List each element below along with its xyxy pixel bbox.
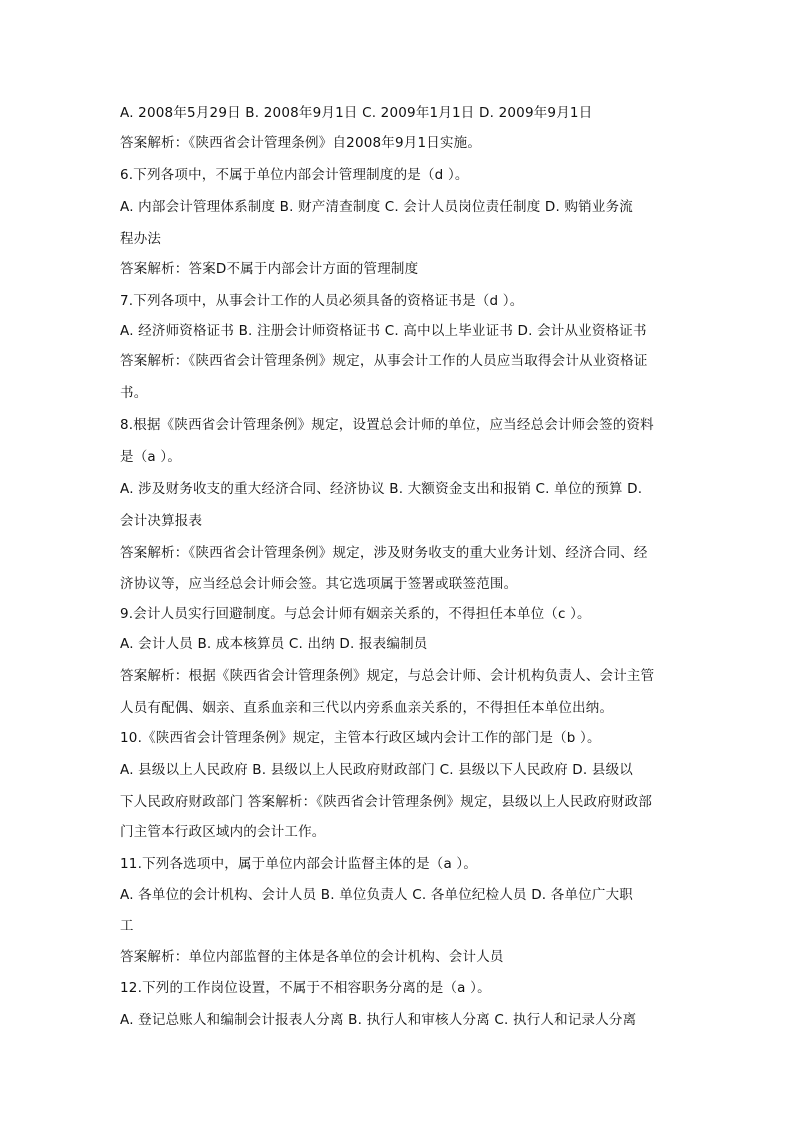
text-line: 7.下列各项中，从事会计工作的人员必须具备的资格证书是（d ）。 xyxy=(120,293,524,309)
text-line: 下人民政府财政部门 答案解析：《陕西省会计管理条例》规定，县级以上人民政府财政部 xyxy=(120,794,653,810)
text-line: 是（a ）。 xyxy=(120,449,182,465)
text-line: 答案解析：根据《陕西省会计管理条例》规定，与总会计师、会计机构负责人、会计主管 xyxy=(120,668,655,684)
text-line: 12.下列的工作岗位设置，不属于不相容职务分离的是（a ）。 xyxy=(120,980,491,996)
text-line: 工 xyxy=(120,918,134,934)
text-line: 9.会计人员实行回避制度。与总会计师有姻亲关系的，不得担任本单位（c ）。 xyxy=(120,606,591,622)
text-line: A. 各单位的会计机构、会计人员 B. 单位负责人 C. 各单位纪检人员 D. 各单位广大职 xyxy=(120,887,633,903)
text-line: 答案解析：《陕西省会计管理条例》自2008年9月1日实施。 xyxy=(120,135,482,151)
text-line: A. 县级以上人民政府 B. 县级以上人民政府财政部门 C. 县级以下人民政府 D. 县级以 xyxy=(120,762,633,778)
text-line: 人员有配偶、姻亲、直系血亲和三代以内旁系血亲关系的，不得担任本单位出纳。 xyxy=(120,700,614,716)
text-line: A. 经济师资格证书 B. 注册会计师资格证书 C. 高中以上毕业证书 D. 会计从业资格证书 xyxy=(120,323,647,339)
text-line: 门主管本行政区域内的会计工作。 xyxy=(120,824,326,840)
text-line: A. 登记总账人和编制会计报表人分离 B. 执行人和审核人分离 C. 执行人和记录人分离 xyxy=(120,1012,637,1028)
text-line: 程办法 xyxy=(120,231,162,247)
text-line: 答案解析：单位内部监督的主体是各单位的会计机构、会计人员 xyxy=(120,949,504,965)
text-line: A. 涉及财务收支的重大经济合同、经济协议 B. 大额资金支出和报销 C. 单位的预算 D. xyxy=(120,481,643,497)
text-line: 答案解析：《陕西省会计管理条例》规定，从事会计工作的人员应当取得会计从业资格证 xyxy=(120,353,648,369)
text-line: 8.根据《陕西省会计管理条例》规定，设置总会计师的单位，应当经总会计师会签的资料 xyxy=(120,417,654,433)
text-line: 6.下列各项中，不属于单位内部会计管理制度的是（d ）。 xyxy=(120,167,469,183)
text-line: A. 内部会计管理体系制度 B. 财产清查制度 C. 会计人员岗位责任制度 D. 购销业务流 xyxy=(120,199,633,215)
text-line: 书。 xyxy=(120,385,148,401)
text-line: 答案解析：《陕西省会计管理条例》规定，涉及财务收支的重大业务计划、经济合同、经 xyxy=(120,545,648,561)
text-line: A. 2008年5月29日 B. 2008年9月1日 C. 2009年1月1日 D. 2009年9月1日 xyxy=(120,105,593,121)
text-line: 会计决算报表 xyxy=(120,513,203,529)
text-line: 11.下列各选项中，属于单位内部会计监督主体的是（a ）。 xyxy=(120,856,478,872)
text-line: 答案解析：答案D不属于内部会计方面的管理制度 xyxy=(120,261,419,277)
text-line: 10.《陕西省会计管理条例》规定，主管本行政区域内会计工作的部门是（b ）。 xyxy=(120,730,601,746)
text-line: A. 会计人员 B. 成本核算员 C. 出纳 D. 报表编制员 xyxy=(120,636,428,652)
text-line: 济协议等，应当经总会计师会签。其它选项属于签署或联签范围。 xyxy=(120,576,518,592)
